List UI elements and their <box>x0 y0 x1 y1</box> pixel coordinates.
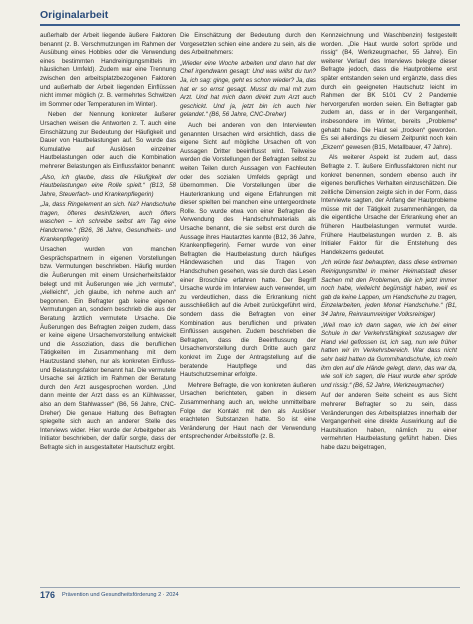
paragraph: Ursachen wurden von manchen Gesprächspartnern in eigenen Vorstellungen bzw. Vermutungen beschrieben. Häufig wurden die Äußerungen mit einem Unsicherheitsfaktor belegt und mit Äußerungen wie „ich vermute“, „vielleicht“, „ich glaube, ich nehme auch an“ begonnen. Ein Befragter gab keine eigenen Vermutungen an, sondern beschrieb die aus der Beratung ärztlich vermutete Ursache. Die Äußerungen des Befragten zeigen zudem, dass er keine eigene Ursachenvorstellung entwickelt und die Assoziation, dass die beruflichen Tätigkeiten im Zusammenhang mit dem Hautzustand stehen, nur als konkreten Einfluss- und Belastungsfaktor benannt hat. Die vermutete Ursache sei ärztlich im Rahmen der Beratung durch den Arzt ausgesprochen worden. „Und dann meinte der Arzt dass es an Kühlwasser, also an dem Stahlwasser“ (B6, 56 Jahre, CNC-Dreher) Die genaue Haltung des Befragten spiegelte sich auch an anderer Stelle des Interviews wider. Hier wurde der Arbeitgeber als Initiator beschrieben, der dafür sorgte, dass der Befragte sich in ausgestalteter Hautschutz ergibt. <box>40 246 176 451</box>
text-column-1 <box>40 32 176 455</box>
paragraph: „Ich würde fast behaupten, dass diese extremen Reinigungsmittel in meiner Heimatstadt dieser Sachen mit den Problemen, die ich jetzt immer noch habe, vielleicht begünstigt haben, weil es gab da keine Lappen, um Handschuhe zu tragen, Einzelarbeiten, jeden Monat Handschuhe.“ (B1, 34 Jahre, Reinraumreiniger Volksreiniger) <box>321 259 457 318</box>
paragraph: Die Einschätzung der Bedeutung durch den Vorgesetzten schien eine andere zu sein, als die des Arbeitnehmers: <box>180 32 316 57</box>
page-footer <box>40 587 460 601</box>
footer-rule <box>40 587 460 588</box>
page-number: 176 <box>40 590 56 600</box>
text-column-3 <box>321 32 457 455</box>
paragraph: „Also, ich glaube, dass die Häufigkeit der Hautbelastungen eine Rolle spielt.“ (B13, 58 Jahre, Steuerfach- und Krankenpflegerin) <box>40 173 176 198</box>
paragraph: „Ja, dass Ringelement an sich. Na? Handschuhe tragen, öfteres desinfizieren, auch öfters waschen – ich schreibe selbst am Tag eine Handcreme.“ (B26, 36 Jahre, Gesundheits- und Krankenpflegerin) <box>40 201 176 243</box>
paragraph: Kennzeichnung und Waschbenzin) festgestellt worden. „Die Haut wurde sofort spröde und rissig“ (B4, Werkzeugmacher, 55 Jahre). Ein weiterer Verlauf des Interviews belegte dieser Befragte jedoch, dass die Hautprobleme erst später entstanden seien und ergänzte, dass dies durch ein geeigneten Hautschutz leicht im Rahmen der BK 5101 CV 2 Pandemie hervorgerufen worden seien. Ein Befragter gab zudem an, dass er in der Vergangenheit, insbesondere im Winter, bereits „Probleme“ gehabt habe. Die Haut sei „trocken“ geworden. Es sei allerdings zu diesem Zeitpunkt noch kein „Ekzem“ gewesen (B15, Metallbauer, 47 Jahre). <box>321 32 457 151</box>
paragraph: „Wieder eine Woche arbeiten und dann hat der Chef irgendwann gesagt: Und was willst du tun? Ja, ich sag: ginge, geht es schon wieder? Ja, das hat er so ernst gesagt. Musst du mal mit zum Arzt. Und hat mich dann direkt zum Arzt auch geschickt. Und ja, jetzt bin ich auch hier gelandet.“ (B6, 56 Jahre, CNC-Dreher) <box>180 59 316 119</box>
header-rule <box>40 24 460 26</box>
journal-name: Prävention und Gesundheitsförderung 2 · 2024 <box>62 591 179 598</box>
text-column-2 <box>180 32 316 444</box>
paragraph: „Weil man ich dann sagen, wie ich bei einer Schule in der Verkehrsfähigkeit sozusagen der Hand viel geflossen ist, ich sag, nun wie früher hatten wir im Verkehrsbereich. War dass nicht sehr bald hatten da Gummihandschuhe, ich mein ihm den auf die Hände gelegt, dann, das war da, wie soll ich sagen, die Haut wurde eher spröde und rissig.“ (B6, 52 Jahre, Werkzeugmacher) <box>321 321 457 389</box>
paragraph: Als weiterer Aspekt ist zudem auf, dass Befragte z. T. äußere Einflussfaktoren nicht nur konkret benennen, sondern ebenso auch ihr eigenes berufliches Verhalten einzuschätzen. Die zeitliche Dimension zeigte sich in der Form, dass Interviewte sagten, der Anfang der Hautprobleme müsse mit der Tätigkeit zusammenhängen, da die eigentliche Ursache der Erkrankung eher an früheren Hautbelastungen vermutet wurde. Frühere Hautbelastungen wurden z. B. als Initialer Faktor für die Entstehung des Handekzems gedeutet. <box>321 154 457 256</box>
page-header <box>0 0 473 34</box>
paragraph: Neben der Nennung konkreter äußerer Ursachen weisen die Antworten z. T. auch eine Einschätzung zur Bedeutung der Häufigkeit und Dauer von Hautbelastungen auf. So wurde das Kumulative auf Auslösen einzelner Hautbelastungen oder auch die Kombination mehrerer Belastungen als Einflussfaktor benannt: <box>40 111 176 170</box>
paragraph: Mehrere Befragte, die von konkreten äußeren Ursachen berichteten, gaben in diesem Zusammenhang auch an, welche unmittelbare Folge der Kontakt mit den als Auslöser erachteten Substanzen hatte. So ist eine Veränderung der Haut nach der Verwendung entsprechender Arbeitsstoffe (z. B. <box>180 381 316 441</box>
paragraph: außerhalb der Arbeit liegende äußere Faktoren benannt (z. B. Verschmutzungen im Rahmen der Ausübung eines Hobbies oder die Verwendung eines bestimmten Handreinigungsmittels im häuslichen Umfeld). Zudem war eine Trennung zwischen den arbeitsplatzbezogenen Faktoren und außerhalb der Arbeit liegenden Einflüssen nicht immer möglich (z. B. vermehrtes Schwitzen im Sommer oder Temperaturen im Winter). <box>40 32 176 108</box>
paragraph: Auch bei anderen von den Interviewten genannten Ursachen wird ersichtlich, dass die eigene Sicht auf mögliche Ursachen oft von Aussagen Dritter beeinflusst wird. Teilweise werden die Vorstellungen der Befragten selbst zu weiten Teilen durch Aussagen von Fachleuten oder des sozialen Umfelds geprägt und übernommen. Die Vorstellungen über die Hauterkrankung und eigene Erfahrungen mit dieser spielten bei manchen eine untergeordnete Rolle. So wurde etwa von einer Befragten die Verwendung des Handschuhmaterials als Ursache benannt, die sie selbst erst durch die Aussage ihres Hautarztes kannte (B12, 36 Jahre, Krankenpflegerin). Ferner wurde von einer Befragten die Hautbelastung durch häufiges Händewaschen und das Tragen von Handschuhen gesehen, was sie durch das Lesen einer Broschüre erfahren hatte. Der Begriff Ursache wurde im Interview auch verwendet, um zu verdeutlichen, dass die Erkrankung nicht ausschließlich auf die Arbeit zurückgeführt wird, sondern dass die Befragten von einer Kombination aus beruflichen und privaten Einflüssen ausgehen. Zudem beschrieben die Befragten, dass die Beeinflussung der Ursachenvorstellung durch Dritte auch ganz konkret im Zuge der Antragstellung auf die beratende Hautpflege und das Hautschutzseminar erfolgte. <box>180 121 316 379</box>
paragraph: Auf der anderen Seite scheint es aus Sicht mehrerer Befragter so zu sein, dass Veränderungen des Arbeitsplatzes innerhalb der Vergangenheit eine direkte Auswirkung auf die Hautsituation haben, nämlich zu einer vermehrten Hautbelastung geführt haben. Dies habe dazu beigetragen, <box>321 392 457 451</box>
section-label: Originalarbeit <box>40 9 109 21</box>
